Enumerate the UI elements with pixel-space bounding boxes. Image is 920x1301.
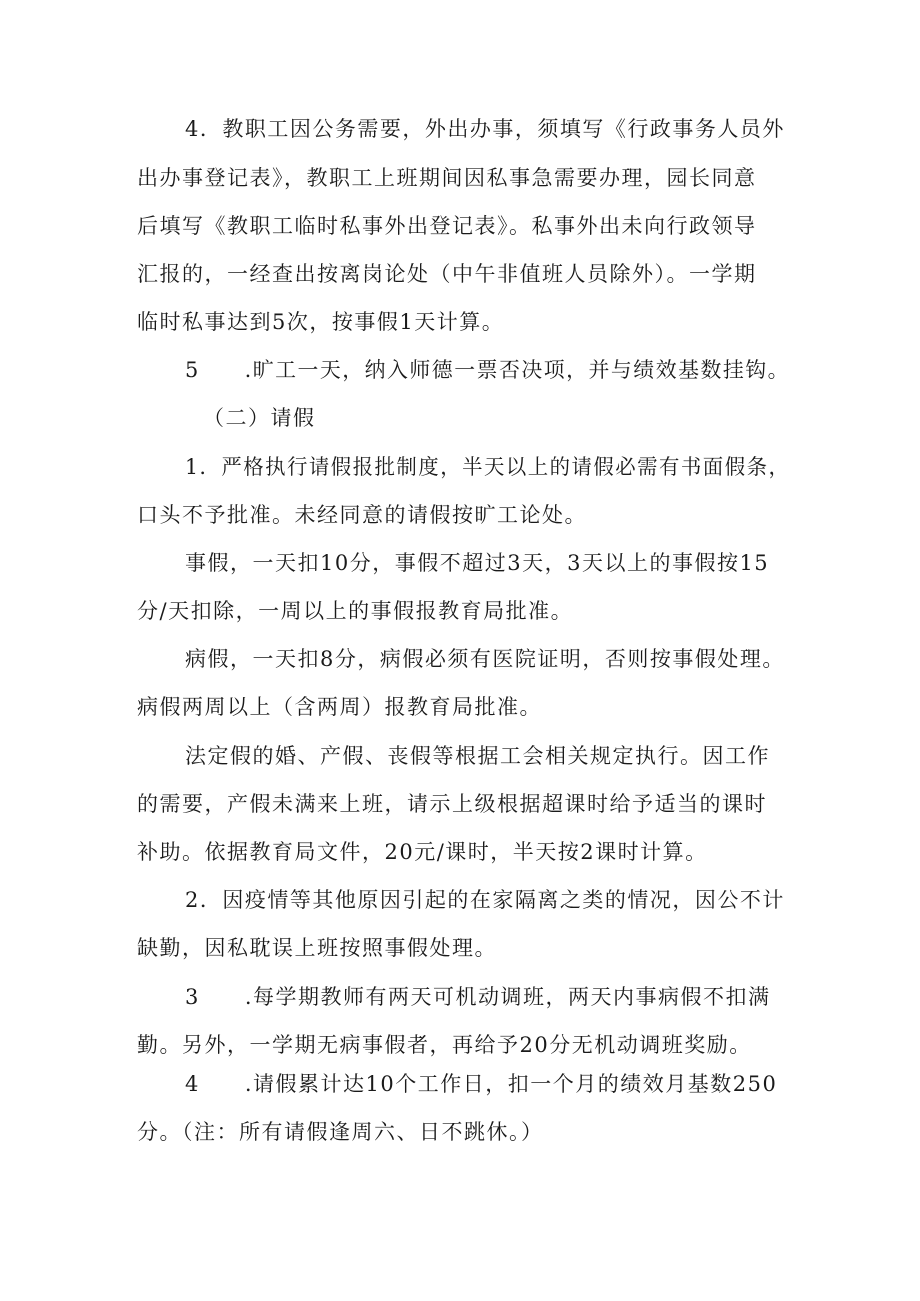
- text-line: 事假，一天扣10分，事假不超过3天，3天以上的事假按15: [185, 551, 770, 575]
- text-line: 的需要，产假未满来上班，请示上级根据超课时给予适当的课时: [137, 792, 767, 816]
- text-line: 勤。另外，一学期无病事假者，再给予20分无机动调班奖励。: [137, 1033, 752, 1057]
- section-heading: （二）请假: [203, 406, 316, 430]
- text-line: 后填写《教职工临时私事外出登记表》。私事外出未向行政领导: [137, 214, 757, 238]
- text-line: 4 .请假累计达10个工作日，扣一个月的绩效月基数250: [185, 1072, 778, 1096]
- text-line: 病假两周以上（含两周）报教育局批准。: [137, 695, 542, 719]
- text-line: 病假，一天扣8分，病假必须有医院证明，否则按事假处理。: [185, 647, 785, 671]
- text-line: 4．教职工因公务需要，外出办事，须填写《行政事务人员外: [185, 117, 785, 141]
- text-line: 补助。依据教育局文件，20元/课时，半天按2课时计算。: [137, 840, 708, 864]
- text-line: 5 .旷工一天，纳入师德一票否决项，并与绩效基数挂钩。: [185, 358, 791, 382]
- text-line: 3 .每学期教师有两天可机动调班，两天内事病假不扣满: [185, 985, 771, 1009]
- text-line: 缺勤，因私耽误上班按照事假处理。: [137, 936, 497, 960]
- text-line: 分。（注：所有请假逢周六、日不跳休。）: [137, 1120, 544, 1144]
- text-line: 1．严格执行请假报批制度，半天以上的请假必需有书面假条，: [185, 455, 791, 479]
- text-line: 出办事登记表》，教职工上班期间因私事急需要办理，园长同意: [137, 166, 757, 190]
- text-line: 口头不予批准。未经同意的请假按旷工论处。: [137, 503, 587, 527]
- text-line: 汇报的，一经查出按离岗论处（中午非值班人员除外）。一学期: [137, 262, 757, 286]
- text-line: 法定假的婚、产假、丧假等根据工会相关规定执行。因工作: [185, 744, 770, 768]
- text-line: 临时私事达到5次，按事假1天计算。: [137, 310, 505, 334]
- text-line: 2．因疫情等其他原因引起的在家隔离之类的情况，因公不计: [185, 888, 785, 912]
- text-line: 分/天扣除，一周以上的事假报教育局批准。: [137, 599, 574, 623]
